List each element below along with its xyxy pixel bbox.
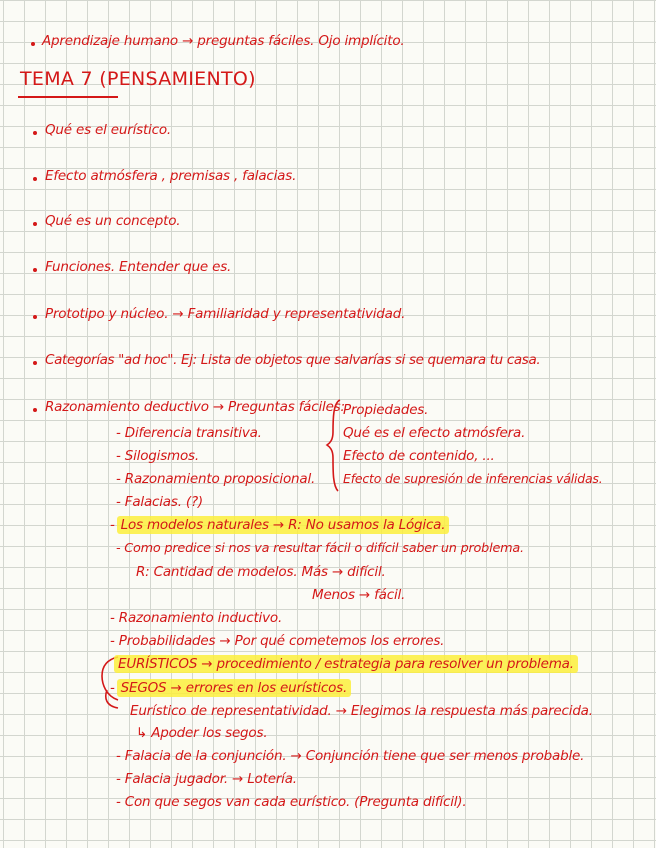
bullet-dot [33, 408, 37, 412]
bullet-item: Categorías "ad hoc". Ej: Lista de objetos que salvarías si se quemara tu casa. [45, 352, 541, 368]
bullet-dot [31, 42, 35, 46]
sub-item: ↳ Apoder los segos. [136, 725, 268, 741]
sub-item: - Falacia de la conjunción. → Conjunción tiene que ser menos probable. [116, 748, 585, 764]
brace-item: Efecto de supresión de inferencias válidas. [343, 471, 603, 486]
sub-item-highlighted [110, 680, 351, 696]
bullet-item: Prototipo y núcleo. → Familiaridad y representatividad. [45, 306, 406, 322]
bullet-dot [33, 361, 37, 365]
brace-item: Efecto de contenido, ... [343, 448, 495, 464]
bullet-dot [33, 131, 37, 135]
bullet-item: Qué es el eurístico. [45, 122, 171, 138]
sub-item: - Como predice si nos va resultar fácil o difícil saber un problema. [116, 541, 524, 556]
sub-item: - Razonamiento inductivo. [110, 610, 283, 626]
sub-item: - Falacia jugador. → Lotería. [116, 771, 297, 787]
brace-item: Qué es el efecto atmósfera. [343, 425, 526, 441]
sub-item-answer: R: Cantidad de modelos. Más → difícil. [136, 564, 386, 580]
sub-item: - Probabilidades → Por qué cometemos los errores. [110, 633, 445, 649]
highlight-segos: SEGOS → errores en los eurísticos. [117, 679, 351, 697]
highlight-modelos: Los modelos naturales → R: No usamos la Lógica. [117, 516, 450, 534]
sub-item: Eurístico de representatividad. → Elegimos la respuesta más parecida. [130, 703, 593, 719]
sub-item: - Con que segos van cada eurístico. (Pregunta difícil). [116, 794, 467, 810]
page-title: TEMA 7 (PENSAMIENTO) [20, 68, 256, 90]
bullet-item: Efecto atmósfera , premisas , falacias. [45, 168, 297, 184]
bullet-dot [33, 315, 37, 319]
sub-item-highlighted [110, 517, 449, 533]
brace-item: Propiedades. [343, 402, 429, 418]
sub-item-answer: Menos → fácil. [312, 587, 406, 603]
bullet-item: Funciones. Entender que es. [45, 259, 232, 275]
sub-item: - Silogismos. [116, 448, 199, 464]
dash-mark: - [110, 517, 115, 533]
sub-item: - Diferencia transitiva. [116, 425, 262, 441]
bullet-dot [33, 268, 37, 272]
sub-item: - Razonamiento proposicional. [116, 471, 316, 487]
sub-item: - Falacias. (?) [116, 494, 203, 510]
bullet-item: Qué es un concepto. [45, 213, 181, 229]
section-header-razonamiento: Razonamiento deductivo → Preguntas fáciles: [45, 399, 345, 415]
sub-item-highlighted [114, 656, 578, 672]
dash-mark: - [110, 680, 115, 696]
bullet-dot [33, 177, 37, 181]
title-underline [18, 96, 118, 98]
bullet-dot [33, 222, 37, 226]
note-line-top: Aprendizaje humano → preguntas fáciles. Ojo implícito. [42, 33, 405, 49]
highlight-euristicos: EURÍSTICOS → procedimiento / estrategia para resolver un problema. [114, 655, 578, 673]
